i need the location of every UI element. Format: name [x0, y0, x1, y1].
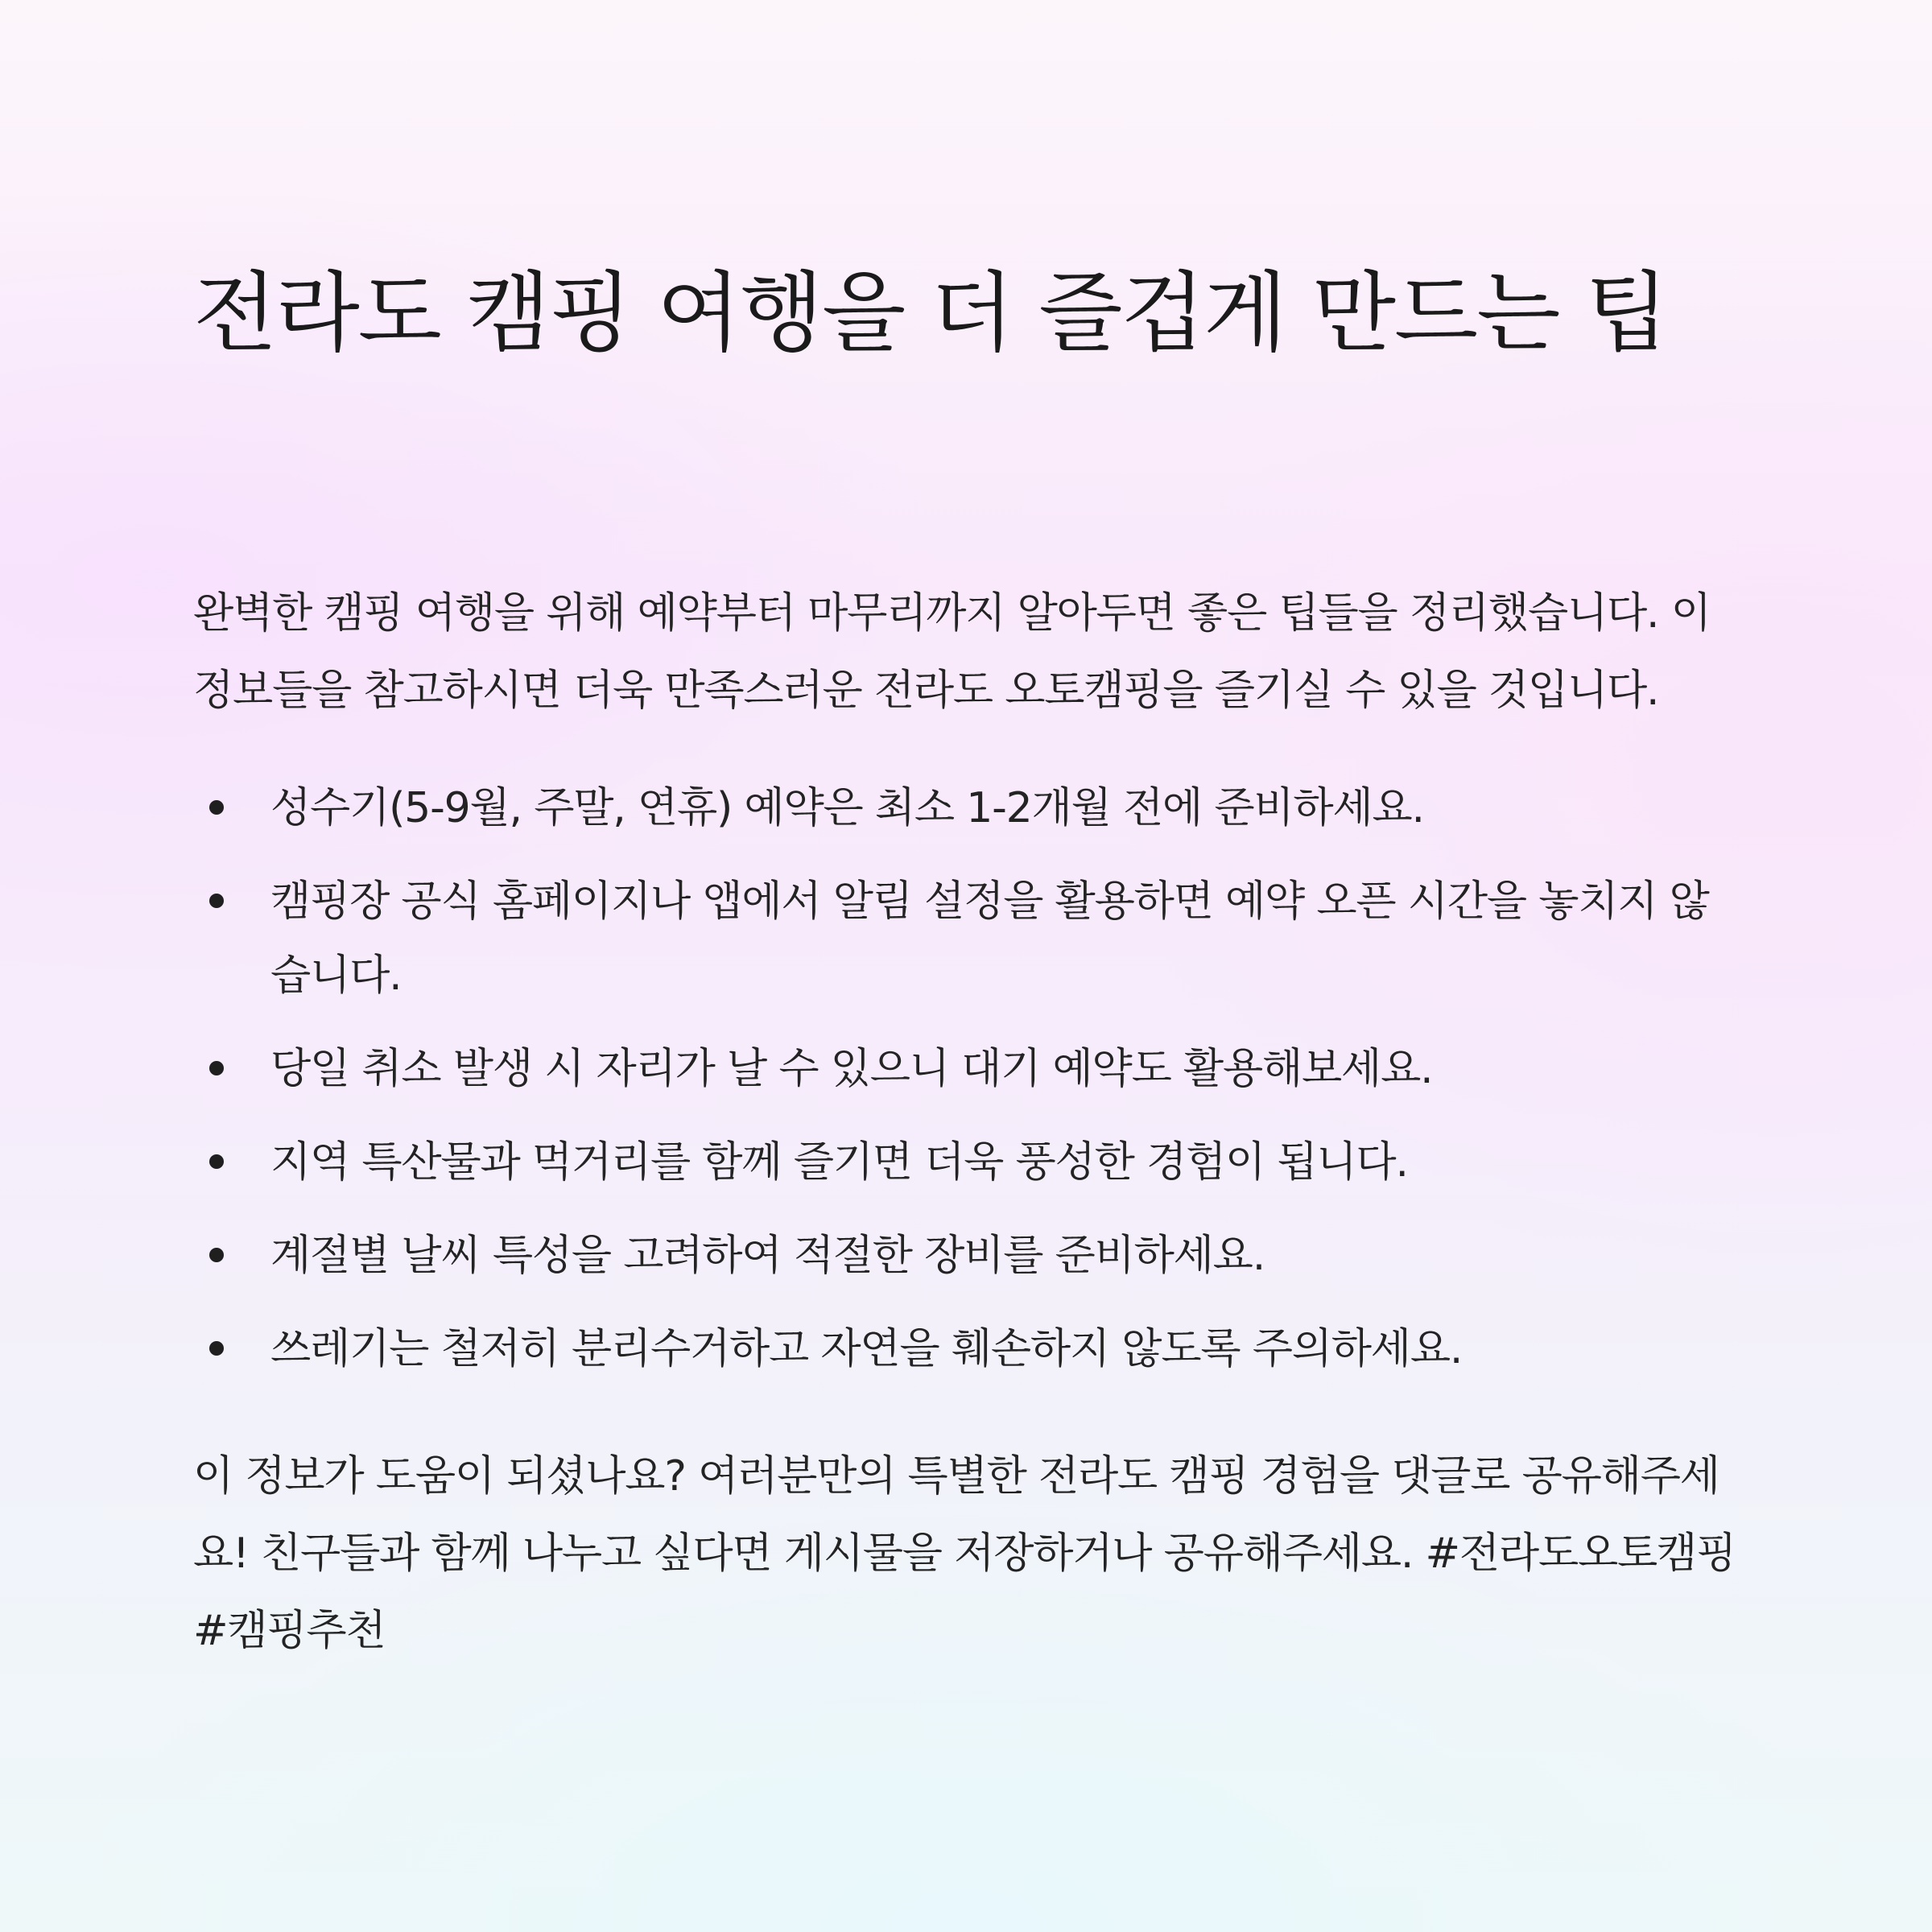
list-item [193, 1312, 1739, 1386]
closing-paragraph: 이 정보가 도움이 되셨나요? 여러분만의 특별한 전라도 캠핑 경험을 댓글로 공유해주세요! 친구들과 함께 나누고 싶다면 게시물을 저장하거나 공유해주세요. #전라도오토캠핑 #캠핑추천 [193, 1452, 1736, 1655]
list-item [193, 1125, 1739, 1199]
tip-text: 쓰레기는 철저히 분리수거하고 자연을 훼손하지 않도록 주의하세요. [270, 1325, 1463, 1373]
bullet-icon [209, 800, 224, 815]
bullet-icon [209, 894, 224, 908]
bullet-icon [209, 1248, 224, 1262]
bullet-icon [209, 1061, 224, 1075]
list-item [193, 771, 1739, 845]
bullet-icon [209, 1341, 224, 1356]
post-content [193, 258, 1739, 1670]
tip-text: 캠핑장 공식 홈페이지나 앱에서 알림 설정을 활용하면 예약 오픈 시간을 놓치지 않습니다. [270, 877, 1709, 1000]
list-item [193, 1219, 1739, 1293]
tips-list [193, 771, 1739, 1386]
page-title: 전라도 캠핑 여행을 더 즐겁게 만드는 팁 [193, 263, 1668, 364]
bullet-icon [209, 1154, 224, 1169]
tip-text: 계절별 날씨 특성을 고려하여 적절한 장비를 준비하세요. [270, 1232, 1265, 1280]
tip-text: 당일 취소 발생 시 자리가 날 수 있으니 대기 예약도 활용해보세요. [270, 1045, 1433, 1093]
tip-text: 성수기(5-9월, 주말, 연휴) 예약은 최소 1-2개월 전에 준비하세요. [270, 784, 1424, 832]
list-item [193, 1032, 1739, 1106]
list-item [193, 865, 1739, 1013]
intro-paragraph: 완벽한 캠핑 여행을 위해 예약부터 마무리까지 알아두면 좋은 팁들을 정리했습니다. 이 정보들을 참고하시면 더욱 만족스러운 전라도 오토캠핑을 즐기실 수 있을 것입니다. [193, 589, 1711, 715]
tip-text: 지역 특산물과 먹거리를 함께 즐기면 더욱 풍성한 경험이 됩니다. [270, 1138, 1408, 1187]
